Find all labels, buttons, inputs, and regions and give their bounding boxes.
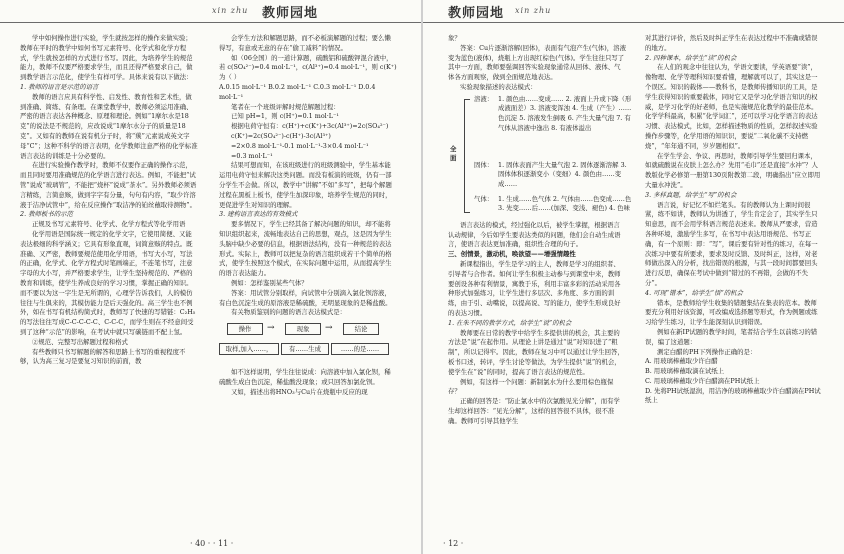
group-text: 1. 颜色由……变成…… 2. 液面上升或下降（形成液面差）3. 溶液变浑浊 4. 生成（产生）……色沉淀 5. 溶液发生倒吸 6. 产生大量气泡 7. 有气体从溶液中逸出 8. 有液体溢出 <box>498 94 632 132</box>
diagram-sub-phenomenon: 有……生成 <box>281 343 329 355</box>
equation: =2×0.8 mol·L⁻¹-0.1 mol·L⁻¹-3×0.4 mol·L⁻¹ <box>231 141 369 150</box>
paragraph: 要多情况下，学生已经其备了解决问题的知识，却不能将知识组织起来，流畅地表达自己的思想，观点，这是因为学生头脑中缺少必要的信息，根据语法结构，没有一种规范的表达形式。实际上，教师可以把复杂的语言组织成若干个简单的格式，使学生按照这个模式，在实际问题中运用，从而提高学生的语言表达能力。 <box>219 220 392 278</box>
section-heading: 三、创情景，激动机，唤欲望——增强情趣性 <box>448 250 576 259</box>
paragraph: 如（06全国）的一道计算题，硫酸铝和硫酸钾混合液中，若 c(SO₄²⁻)=0.4 mol·L⁻¹，c(Al³⁺)=0.4 mol·L⁻¹，则 c(K⁺)为（ ） <box>219 53 397 82</box>
paragraph: 例如，有这样一个问题：新制氯水为什么要用棕色瓶保存？ <box>448 377 614 396</box>
paragraph: 在进行实验操作教学时，教师不仅要作正确的操作示范，而且同时要用准确规范的化学语言进行表达。例如，不能把“试管”说成“玻璃管”，不能把“烧杯”说成“茶水”。另外教师必须语言精练，言简意赅，做到字字有分量，句句有内容，“取少许溶液于洁净试管中”，给在反应操作“取洁净的铂丝蘸取待测物”。 <box>20 161 197 209</box>
subheading: 2. 教师板书的示范 <box>20 210 73 219</box>
column-1 <box>20 34 198 367</box>
paragraph: 正规及书写元素符号、化学式、化学方程式等化学用语 <box>32 220 186 229</box>
group-name: 溶液： <box>474 94 494 103</box>
page-header <box>423 0 844 23</box>
diagram-sub-conclusion: ……的是…… <box>331 343 389 355</box>
column-2 <box>219 34 397 398</box>
right-page <box>423 0 844 554</box>
column-3 <box>448 34 632 427</box>
equation: 根据电荷守恒有：c(H⁺)+c(K⁺)+3c(Al³⁺)=2c(SO₄²⁻) <box>231 122 389 131</box>
paragraph: 有些教师只书写解题的解答和思路上书写的重视程度不够，认为高三复习是要复习知识的前面，教 <box>20 347 186 366</box>
diagram-box-operation: 操作 <box>227 323 263 335</box>
paragraph: 结果可想而知，在该班级进行的班级测验中，学生基本能运用电荷守恒来解决这类问题。而没有板演的班级，仍有一部分学生不会做。所以，教学中“讲解”不如“多写”，把每个解题过程在黑板上板书，使学生加深印象，培养学生规范的同时，更促进学生对知识的理解。 <box>219 161 392 209</box>
answer-options: A.0.15 mol·L⁻¹ B.0.2 mol·L⁻¹ C.0.3 mol·L⁻¹ D.0.4 mol·L⁻¹ <box>219 82 376 101</box>
diagram-sub-operation: 取样,加入……， <box>219 343 279 355</box>
header-kicker: xin zhu <box>515 6 552 15</box>
paragraph: 错本，是教师给学生收集的错题集结在集表的范本。教师要充分利用好该资源，可改编成选择题等形式，作为例题或练习给学生练习，让学生能深刻认识到错误。 <box>645 298 818 327</box>
header-title: 教师园地 <box>448 6 505 21</box>
subheading: 3. 多样真题，给学生“写”的机会 <box>645 190 737 199</box>
left-page <box>0 0 421 554</box>
paragraph: 笔者在一个班级评解时规范解题过程： <box>231 102 340 111</box>
header-title: 教师园地 <box>262 6 319 21</box>
paragraph: 学中如何操作进行实验，学生就按怎样的操作来做实验；教师在平时的教学中如何书写元素符号、化学式和化学方程式，学生就按怎样的方式进行书写。因此，为培养学生的规范能力，教师不仅要严格要求学生，而且还得严格要求自己，做到教学语言示范化，使学生有样可学。具体来说有以下做法： <box>20 34 193 82</box>
group-name: 气体： <box>474 194 494 203</box>
paragraph: 答案：用试管分别取样，向试管中分别滴入氯化钡溶液，有白色沉淀生成的原溶液是稀硫酸，无明显现象的是稀盐酸。 <box>219 288 392 307</box>
paragraph: 化学用语是国际统一规定的化学文字，它使用简便、又能表达极细的科学涵义；它具有形象直观，词简意赅的特点。既准确、又严密，教师要规范使用化学用语，书写大小写，写法的正确，化学式、化学方程式时笔画端正，不连笔书写，注意字母的大小写，并严格要求学生，让学生坚持规范的、严格的教育和训练，使学生养成良好的学习习惯，掌握正确的知识。而不要以为这一字生是无所谓的，心理学告诉我们，人的模仿往往与生俱来的，其模仿能力是后天强化的。高三学生也不例外，如在书写有机结构简式时，教师写了快速的写错链：C₂H₅的写法往往写成C-C-C-C-C、C-C-C，而学生则在不经意间受到了这种“示范”的影响，在考试中就只写碳链而不配上氢。 <box>20 229 196 336</box>
arrow-right-icon: → <box>267 323 275 334</box>
option-a: A. 用玻璃棒蘸取少许白醋 <box>645 357 718 366</box>
equation: 已知 pH=1，则 c(H⁺)=0.1 mol·L⁻¹ <box>231 112 339 121</box>
paragraph: 如不这样说明，学生往往说成：向溶液中加入氯化钡，稀硫酸生成白色沉淀，稀盐酸没现象；或只回答加氯化钡。 <box>219 368 391 386</box>
group-name: 固体： <box>474 160 494 169</box>
brace-bracket <box>464 99 470 213</box>
paragraph: 象？ <box>448 34 461 42</box>
option-c: C. 用玻璃棒蘸取少许白醋滴在PH试纸上 <box>645 376 760 385</box>
column-4 <box>645 34 823 406</box>
diagram-box-phenomenon: 现象 <box>285 323 321 335</box>
subheading: 1. 教师的语言是示范的语言 <box>20 82 99 91</box>
paragraph: 教师的语言应具有科学性、启发性、教育性和艺术性，做到准确、简练、有条理。在课堂教学中，教师必须运用准确、严密的语言表达各种概念、原理和理论。例如“1摩尔水是18克”的说法是不规范的，应改说成“1摩尔水分子的质量是18克”。又如有的教师在说有机分子时，将“羰”元素说成英文字母“C”；这种不科学的语言表明，化学教师注意严格的化学标准语言表达的训练是十分必要的。 <box>20 92 198 160</box>
paragraph: 会学生方法和解题思路，而不必板演解题的过程；要么懒得写，有意或无意的存在“偷工减料”的情况。 <box>219 34 391 52</box>
group-text: 1. 固体表面产生大量气泡 2. 固体逐渐溶解 3. 固体体积逐渐变小（变细）4. 颜色由……变成…… <box>498 160 627 188</box>
question: 测定白醋的PH下列操作正确的是： <box>657 347 757 356</box>
paragraph: 实验现象描述的表达模式： <box>460 82 537 91</box>
page-footer: · 40 · · 11 · <box>190 539 234 548</box>
page-footer: · 12 · <box>443 539 464 548</box>
page-header <box>0 0 421 23</box>
expression-model-diagram <box>219 321 397 365</box>
option-d: D. 先将PH试纸湿润，用洁净的玻璃棒蘸取少许白醋滴在PH试纸上 <box>645 386 821 405</box>
paragraph: 新课程指出，学生是学习的主人，教师是学习的组织者、引导者与合作者。如何让学生积极主动参与到课堂中来，教师要创设各种有利情景，寓教于乐，利用丰富多彩的活动采用各种形式加强练习，让学生进行多层次、多角度、多方面的训练，由于引、动嘴说，以提高说、写的能力，使学生形成良好的表达习惯。 <box>448 259 621 317</box>
group-text: 1. 生成……色气体 2. 气体由……色变成……色 3. 先变……后……(加深、变浅、褪色) 4. 色味 <box>498 194 632 213</box>
subheading: 4. 可现“错本”，给学生“悟”的机会 <box>645 288 743 297</box>
paragraph: 对其进行评价，然后及时纠正学生在表达过程中不准确或错误的地方。 <box>645 34 818 52</box>
paragraph: 例如在新IP试题的教学时间，笔者结合学生以前练习的错误，编了这道题： <box>645 327 818 346</box>
equation: =0.3 mol·L⁻¹ <box>231 151 273 160</box>
paragraph: 语言说，好记忆不如烂笔头。有的教师认为上课时间很紧，练不如讲，教师认为讲透了，学生肯定会了，其实学生只知意思，而不会用学科语言规范表述来。教师从严要求，营造各种环境，激励学生多写，在书写中表达用语规范、书写正确，有一个原则：即：“写”，课后要有针对性的练习，在每一次练习中要有所要求，要求及时反馈、及时纠正，这样，对老师做出深入的分析，找出错误的根源，与其一段时间都要回头进行反思，确保在考试中做到“错过的不再错，会做的不失分”。 <box>645 200 818 287</box>
option-b: B. 用玻璃棒蘸取滴在试纸上 <box>645 367 725 376</box>
diagram-box-conclusion: 结论 <box>343 323 379 335</box>
paragraph: 有关物质鉴别的问题的语言表达模式是： <box>231 308 347 317</box>
subheading: 2. 四种课本，给学生“读”的机会 <box>645 53 737 62</box>
brace-label: 全面 <box>450 144 457 163</box>
equation: c(K⁺)=2c(SO₄²⁻)-c(H⁺)-3c(Al³⁺) <box>231 131 331 140</box>
arrow-right-icon: → <box>325 323 333 334</box>
paragraph: 在人们的观念中往往认为，学语文要读，学英语要“读”，像物理、化学等理科知识要看懂，理解就可以了，其实这是一个误区。知识的载体——教科书，是教师传播知识的工具，是学生获得知识的重要载体，同时它又是学习化学语言知识的权威，是学习化学的好老师，也是实施规范化教学的最佳范本。化学学科最高，积累“化学词汇”，还可以学习化学语言的表达习惯、表达模式，比如，怎样描述物质的性质，怎样叙述实验操作步骤等，化学用语的知识识，要说“二氧化碳不支持燃烧”，“年年通不同，岁岁题相似”。 <box>645 63 818 150</box>
paragraph: 答案：Cu片逐渐溶解(回体)，表面有气泡产生(气体)，溶液变为蓝色(液体)，烧瓶上方出现红棕色(气体)。学生往往只写了其中一方面，教师要强调回答实验现象通常从回体、液体、气体各方面观察，做到全面规范地表达。 <box>448 43 626 82</box>
paragraph: 又如，描述出将HNO₃与Cu片在烧瓶中反应的现 <box>231 387 368 396</box>
paragraph: 例如：怎样鉴别某些气体？ <box>231 278 308 287</box>
paragraph: 在学生学会、争议、再思时，教师引导学生要回归课本，如就硫酸说在皮肤上怎么办？先用“毛巾”还是直接“水冲”？人教版化学必修第一册第130页附教第二段，明确指出“应立即用大量水冲洗”。 <box>645 151 821 189</box>
subheading: 3. 建构语言表达的有效模式 <box>219 210 298 219</box>
phenomenon-model-brace <box>448 94 632 219</box>
paragraph: 语言表达的模式，经过强化以后，被学生掌握，根据语言认动规律，今后如学生要表达类似的问题，他们会自动生成语言，使语言表达更加准确，组织性合理的句子。 <box>448 220 621 249</box>
paragraph: ②规范、完整写出解题过程和格式 <box>32 337 128 346</box>
paragraph: 正确的回答是：“防止氯水中的次氯酸见光分解”，而有学生却这样回答：“见光分解”，这样的回答很不具体，很不准确。教师可引导其他学生 <box>448 397 620 425</box>
paragraph: 教师要在日常的教学中给学生多提供讲的机会，其主要的方法是“说”在起作用。从理论上讲是通过“说”对知识进了“粗制”，所以记得牢。因此，教师在复习中可以通过让学生回答，板书口述，转评，学生讨论等做法，为学生提供“说”的机会，使学生在“说”的同时，提高了语言表达的规范性。 <box>448 328 624 376</box>
subheading: 1. 在朱不同的教学方式，给学生“说”的机会 <box>448 318 572 327</box>
header-kicker: xin zhu <box>212 6 249 15</box>
